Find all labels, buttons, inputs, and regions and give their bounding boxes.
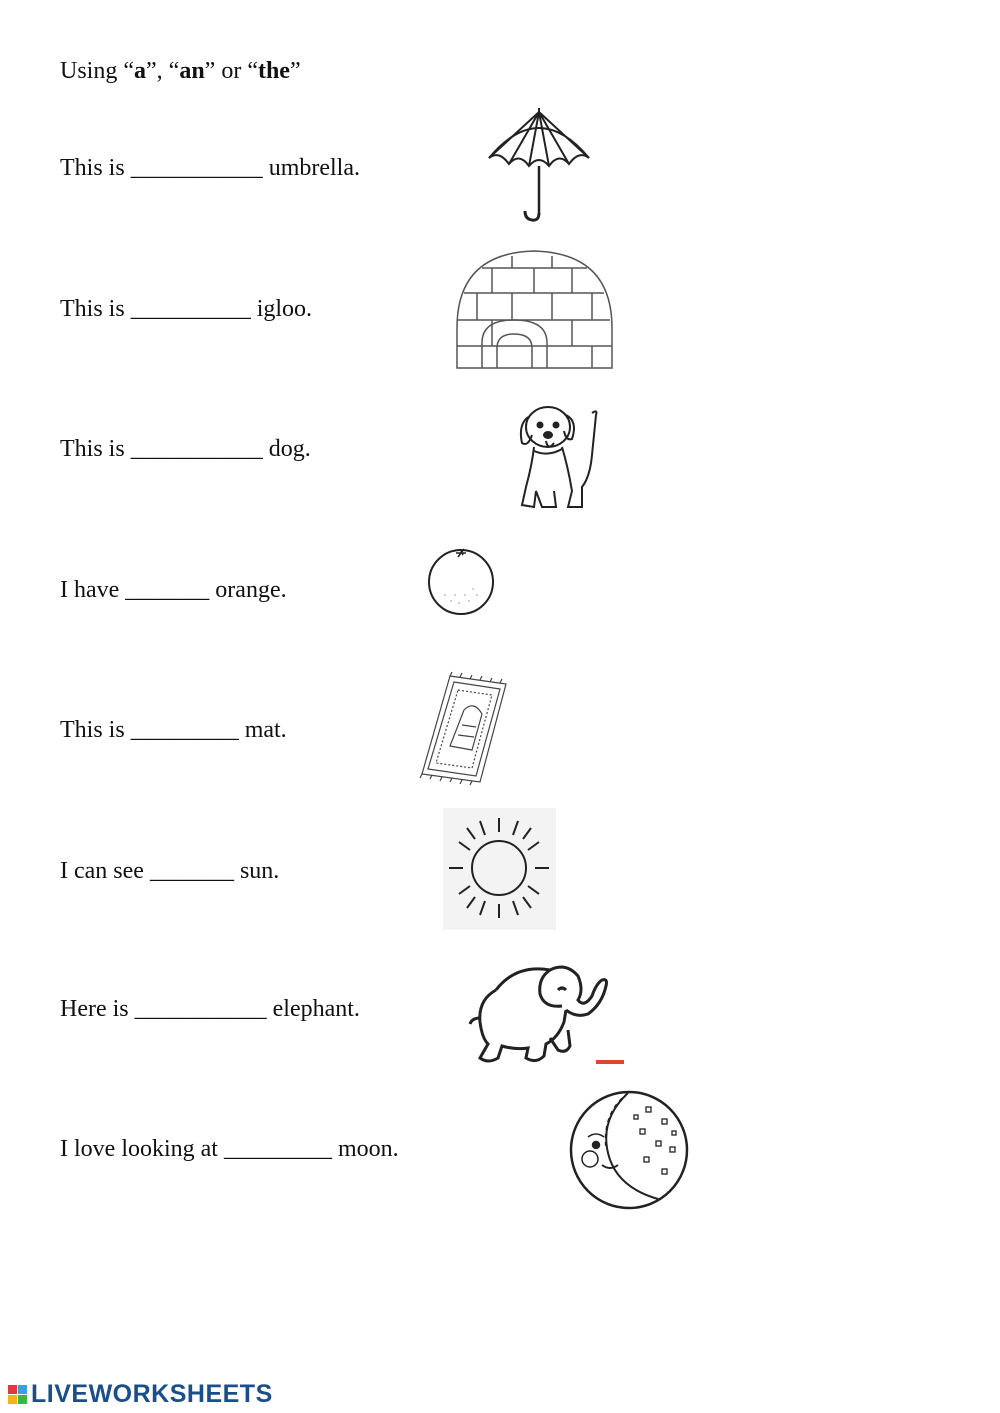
answer-blank-8[interactable]: _________ [223, 1136, 332, 1162]
umbrella-icon [485, 108, 593, 223]
igloo-icon [452, 248, 617, 373]
answer-blank-2[interactable]: __________ [130, 296, 251, 322]
logo-mark [8, 1385, 27, 1404]
sentence-1: This is ___________ umbrella. [60, 155, 360, 181]
sun-icon [443, 808, 556, 930]
answer-blank-6[interactable]: _______ [149, 858, 234, 884]
sentence-8: I love looking at _________ moon. [60, 1136, 399, 1162]
sentence-2: This is __________ igloo. [60, 296, 313, 322]
dog-icon [512, 395, 604, 513]
title-the: the [257, 58, 290, 84]
answer-blank-4[interactable]: _______ [125, 577, 210, 603]
sentence-4: I have _______ orange. [60, 577, 287, 603]
logo-text: LIVEWORKSHEETS [31, 1380, 273, 1408]
sentence-6: I can see _______ sun. [60, 858, 280, 884]
answer-blank-7[interactable]: ___________ [134, 996, 267, 1022]
title-a: a [134, 58, 146, 84]
worksheet-title: Using “a”, “an” or “the” [60, 58, 301, 84]
answer-blank-5[interactable]: _________ [130, 717, 239, 743]
liveworksheets-logo [8, 1380, 273, 1409]
mat-icon [416, 670, 512, 790]
sentence-3: This is ___________ dog. [60, 436, 311, 462]
sentence-7: Here is ___________ elephant. [60, 996, 360, 1022]
answer-blank-1[interactable]: ___________ [130, 155, 263, 181]
answer-blank-3[interactable]: ___________ [130, 436, 263, 462]
elephant-icon [466, 960, 611, 1068]
sentence-5: This is _________ mat. [60, 717, 287, 743]
orange-icon [425, 545, 497, 615]
title-an: an [179, 58, 205, 84]
moon-icon [566, 1089, 692, 1211]
